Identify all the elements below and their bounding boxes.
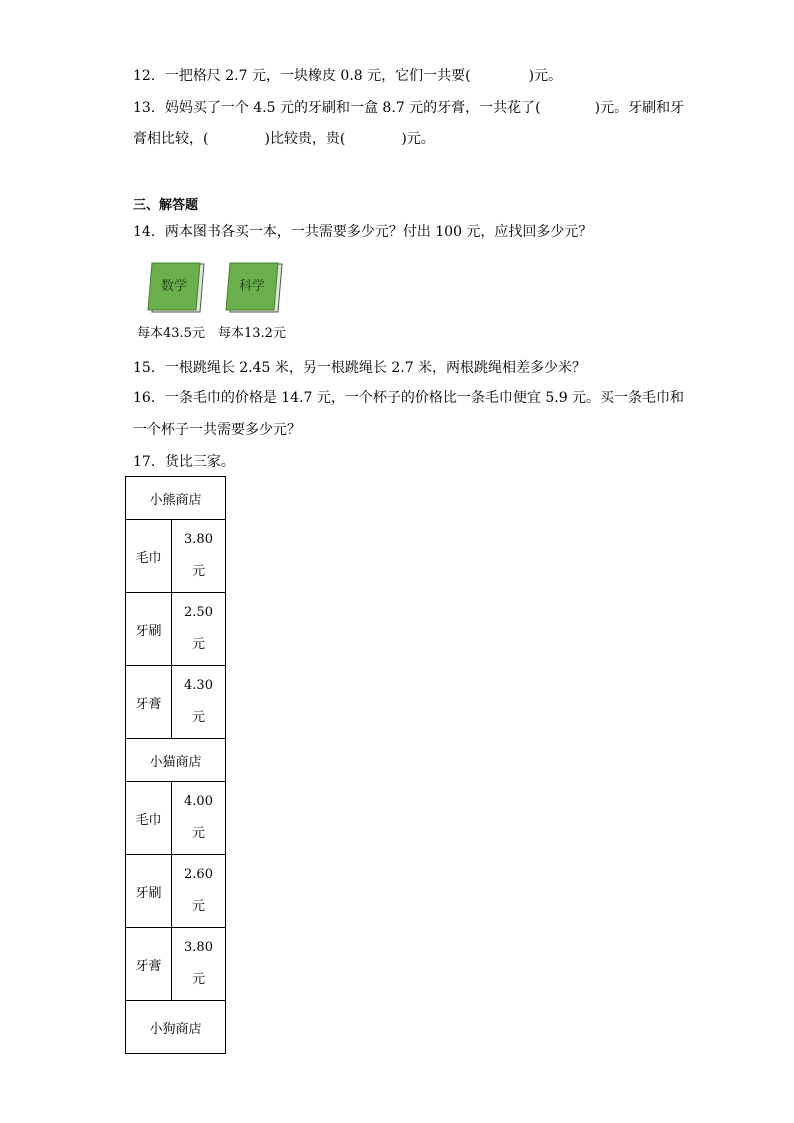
shop-name: 小猫商店 <box>126 739 226 782</box>
question-16-line-2: 一个杯子一共需要多少元？ <box>133 422 301 438</box>
question-12-text-end: )元。 <box>528 68 563 84</box>
item-price: 4.30 <box>184 678 213 693</box>
question-13-text-c: )元。 <box>401 131 435 147</box>
science-book-image <box>222 262 288 318</box>
item-price-cell <box>172 782 226 855</box>
item-unit: 元 <box>191 637 205 652</box>
question-12 <box>133 66 562 86</box>
shop-row <box>126 1001 226 1054</box>
item-row <box>126 520 226 593</box>
item-name: 牙膏 <box>126 928 172 1001</box>
item-row <box>126 593 226 666</box>
question-13-line-1 <box>133 98 684 118</box>
shop-row <box>126 739 226 782</box>
math-book-price: 每本43.5元 <box>137 326 205 341</box>
item-name: 牙刷 <box>126 855 172 928</box>
item-price: 2.50 <box>184 605 213 620</box>
question-15: 15．一根跳绳长 2.45 米，另一根跳绳长 2.7 米，两根跳绳相差多少米？ <box>133 360 587 376</box>
item-row <box>126 855 226 928</box>
item-price: 3.80 <box>184 532 213 547</box>
question-13-text: 13．妈妈买了一个 4.5 元的牙刷和一盒 8.7 元的牙膏，一共花了( <box>133 100 541 116</box>
item-price-cell <box>172 666 226 739</box>
item-row <box>126 928 226 1001</box>
question-13-text-cont: )元。牙刷和牙 <box>594 100 685 116</box>
section-title: 三、解答题 <box>133 198 199 213</box>
science-book-title: 科学 <box>238 279 266 294</box>
item-price-cell <box>172 520 226 593</box>
item-name: 毛巾 <box>126 520 172 593</box>
science-book-price: 每本13.2元 <box>218 326 286 341</box>
question-16-line-1: 16．一条毛巾的价格是 14.7 元，一个杯子的价格比一条毛巾便宜 5.9 元。买一条毛巾和 <box>133 390 685 406</box>
question-12-text: 12．一把格尺 2.7 元，一块橡皮 0.8 元，它们一共要( <box>133 68 471 84</box>
item-price-cell <box>172 855 226 928</box>
shop-row <box>126 477 226 520</box>
item-price-cell <box>172 928 226 1001</box>
item-price: 4.00 <box>184 794 213 809</box>
shop-name: 小狗商店 <box>126 1001 226 1054</box>
math-book-title: 数学 <box>160 279 188 294</box>
item-row <box>126 782 226 855</box>
item-price: 2.60 <box>184 867 213 882</box>
item-name: 牙刷 <box>126 593 172 666</box>
question-17: 17．货比三家。 <box>133 454 235 470</box>
shop-name: 小熊商店 <box>126 477 226 520</box>
item-unit: 元 <box>191 899 205 914</box>
question-14: 14．两本图书各买一本，一共需要多少元？付出 100 元，应找回多少元？ <box>133 224 593 240</box>
item-unit: 元 <box>191 564 205 579</box>
item-row <box>126 666 226 739</box>
item-price: 3.80 <box>184 940 213 955</box>
item-unit: 元 <box>191 972 205 987</box>
question-13-text-a: 膏相比较，( <box>133 131 209 147</box>
item-price-cell <box>172 593 226 666</box>
question-13-text-b: )比较贵，贵( <box>264 131 346 147</box>
item-name: 牙膏 <box>126 666 172 739</box>
question-13-line-2 <box>133 129 435 149</box>
math-book-image <box>144 262 210 318</box>
item-name: 毛巾 <box>126 782 172 855</box>
item-unit: 元 <box>191 710 205 725</box>
price-comparison-table <box>125 476 226 1054</box>
item-unit: 元 <box>191 826 205 841</box>
